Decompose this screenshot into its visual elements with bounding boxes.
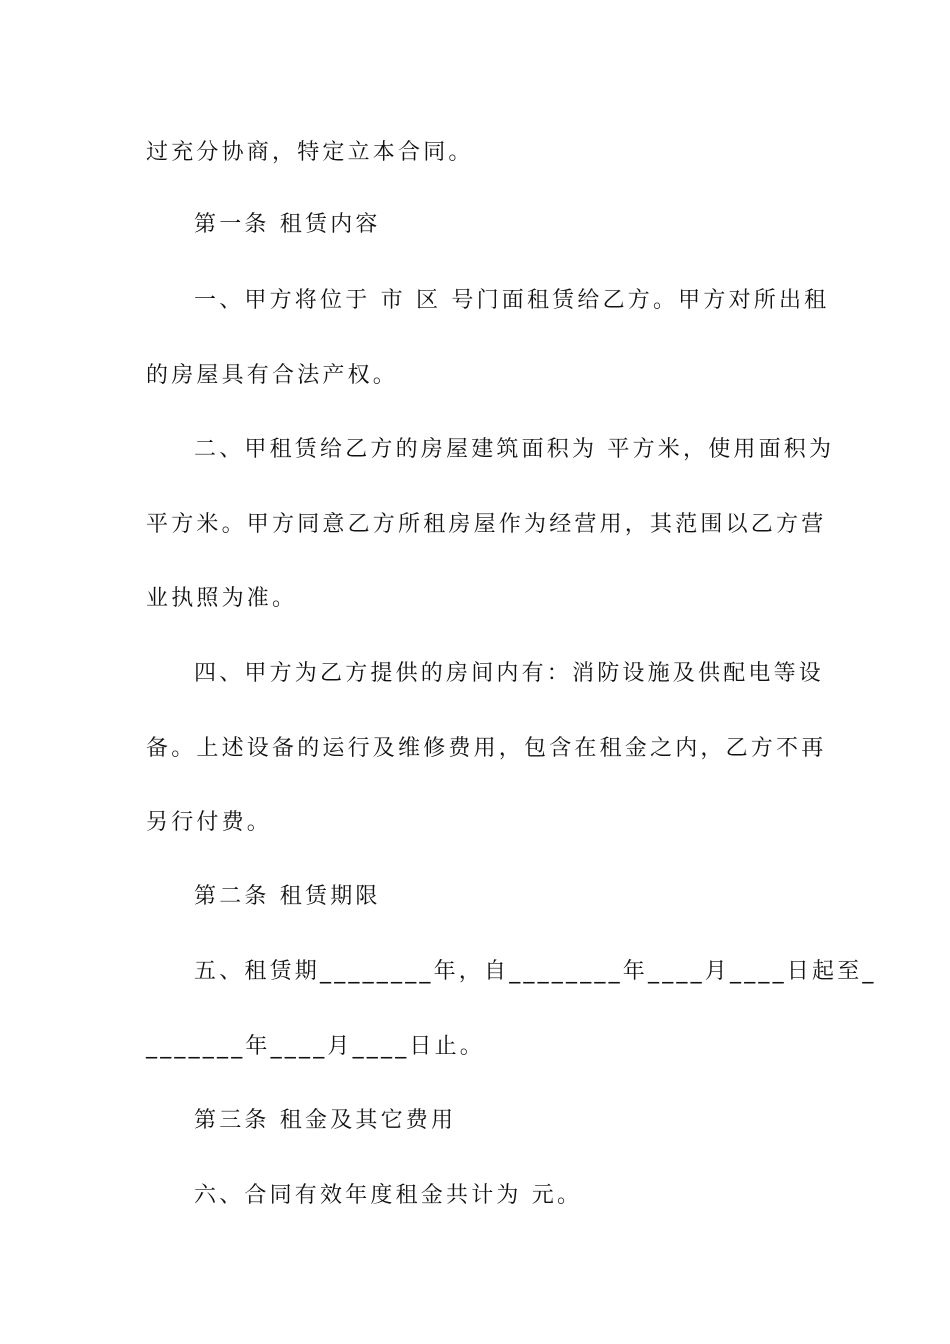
paragraph-line: 业执照为准。 <box>146 586 298 611</box>
paragraph-line: 二、甲租赁给乙方的房屋建筑面积为 平方米，使用面积为 <box>194 437 835 462</box>
paragraph-line: 一、甲方将位于 市 区 号门面租赁给乙方。甲方对所出租 <box>194 288 830 313</box>
paragraph-line: 备。上述设备的运行及维修费用，包含在租金之内，乙方不再 <box>146 736 827 761</box>
paragraph-line: 平方米。甲方同意乙方所租房屋作为经营用，其范围以乙方营 <box>146 512 827 537</box>
article-heading: 第二条 租赁期限 <box>194 884 381 909</box>
article-heading: 第三条 租金及其它费用 <box>194 1108 457 1133</box>
paragraph-line: _______年____月____日止。 <box>146 1034 486 1059</box>
paragraph-line: 六、合同有效年度租金共计为 元。 <box>194 1183 583 1208</box>
article-heading: 第一条 租赁内容 <box>194 212 381 237</box>
paragraph-line: 另行付费。 <box>146 810 273 835</box>
paragraph-line: 四、甲方为乙方提供的房间内有：消防设施及供配电等设 <box>194 661 825 686</box>
paragraph-line: 五、租赁期________年，自________年____月____日起至_ <box>194 959 877 984</box>
paragraph-line: 过充分协商，特定立本合同。 <box>146 140 474 165</box>
paragraph-line: 的房屋具有合法产权。 <box>146 363 399 388</box>
